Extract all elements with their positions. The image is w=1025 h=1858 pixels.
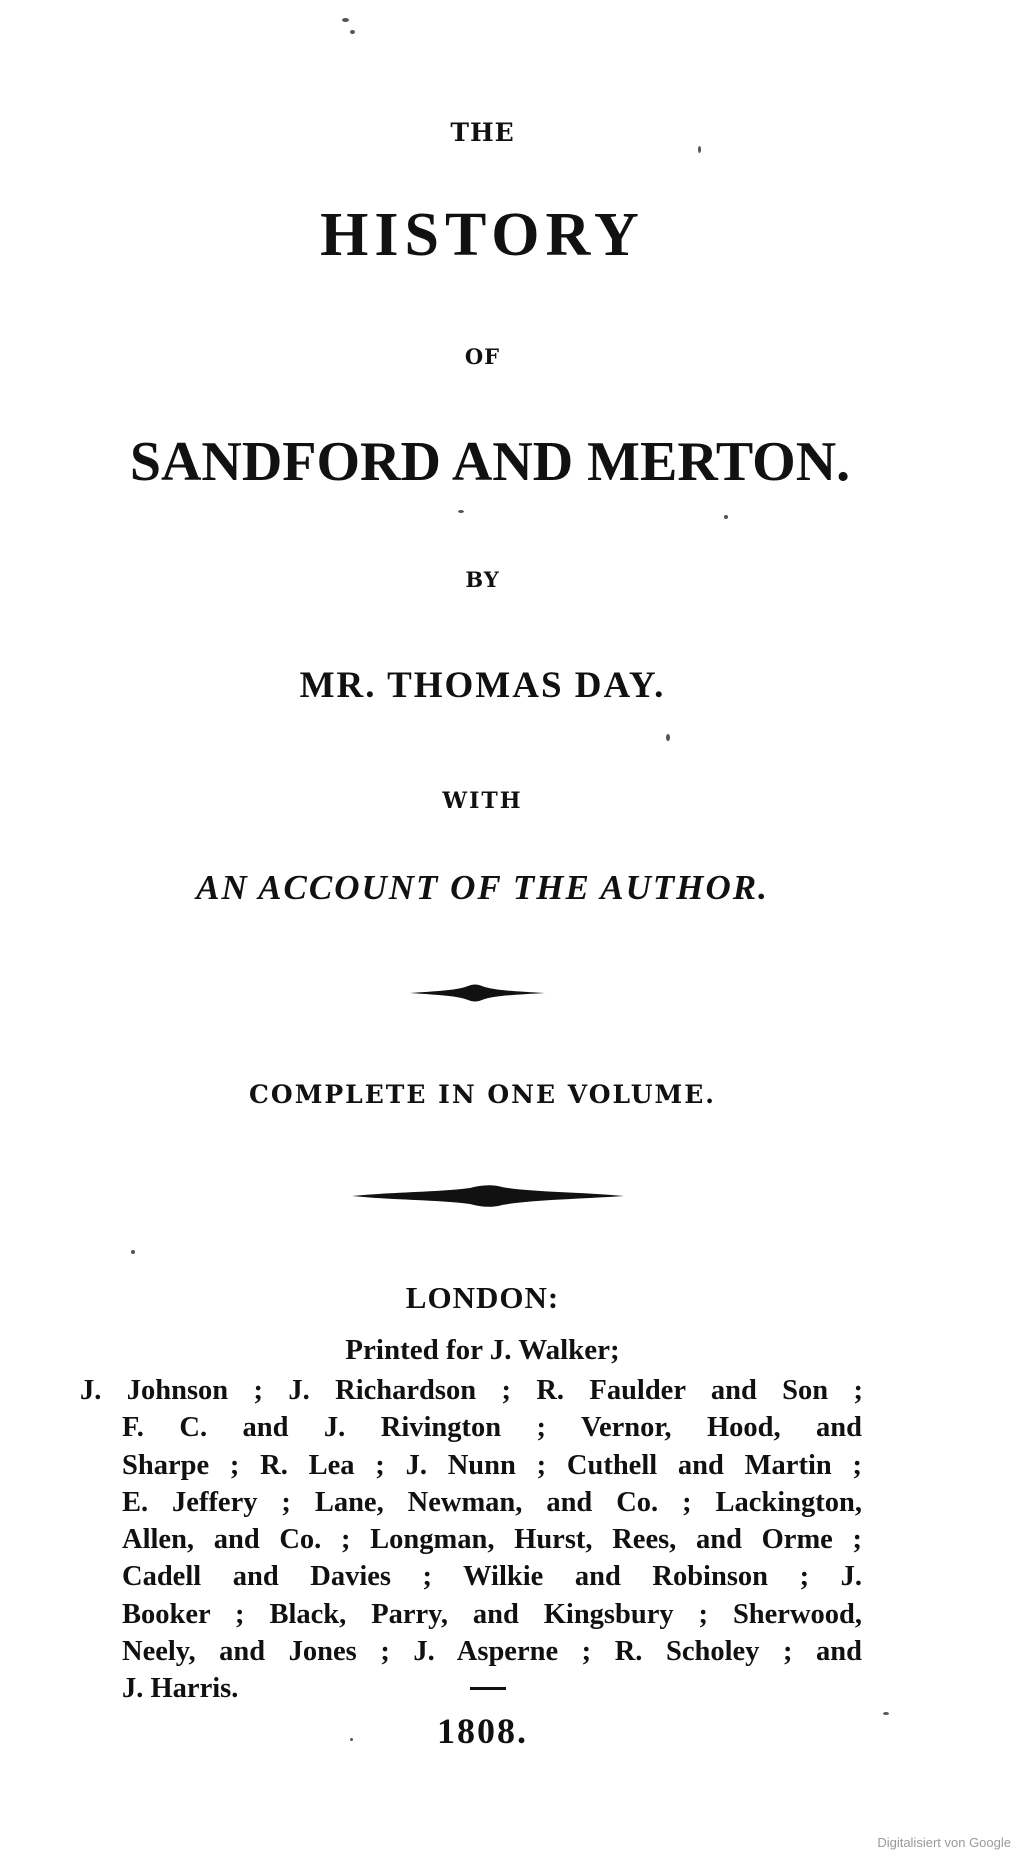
author-account: AN ACCOUNT OF THE AUTHOR.: [196, 868, 769, 907]
imprint-line: J. Johnson ; J. Richardson ; R. Faulder and Son ;: [80, 1375, 863, 1406]
scan-speck: [666, 734, 670, 741]
title-the: THE: [450, 118, 515, 147]
ornament-rule-large: [352, 1180, 624, 1212]
year-dash: [470, 1687, 506, 1690]
author-name: MR. THOMAS DAY.: [299, 665, 666, 706]
scan-speck: [458, 510, 464, 513]
imprint-line: F. C. and J. Rivington ; Vernor, Hood, and: [122, 1412, 862, 1444]
imprint-booksellers: [80, 1372, 880, 1708]
imprint-line: J. Harris.: [122, 1673, 239, 1705]
scan-speck: [350, 1738, 353, 1741]
imprint-printed-for: Printed for J. Walker;: [345, 1334, 620, 1366]
publication-year: 1808.: [437, 1711, 528, 1751]
imprint-line: Cadell and Davies ; Wilkie and Robinson ; J.: [122, 1561, 862, 1593]
title-by: BY: [465, 567, 500, 592]
imprint-line: Allen, and Co. ; Longman, Hurst, Rees, and Orme ;: [122, 1524, 862, 1556]
imprint-line: Booker ; Black, Parry, and Kingsbury ; Sherwood,: [122, 1598, 862, 1630]
title-with: WITH: [442, 788, 523, 814]
volume-note: COMPLETE IN ONE VOLUME.: [249, 1080, 716, 1109]
book-title: SANDFORD AND MERTON.: [129, 431, 851, 493]
title-history: HISTORY: [320, 201, 645, 269]
imprint-line: E. Jeffery ; Lane, Newman, and Co. ; Lackington,: [122, 1486, 862, 1518]
title-of: OF: [464, 344, 501, 369]
scan-speck: [350, 30, 355, 34]
scan-speck: [131, 1250, 135, 1254]
scan-speck: [724, 515, 728, 519]
ornament-rule-small: [410, 980, 545, 1006]
imprint-line: Sharpe ; R. Lea ; J. Nunn ; Cuthell and Martin ;: [122, 1449, 862, 1481]
imprint-line: Neely, and Jones ; J. Asperne ; R. Scholey ; and: [122, 1636, 862, 1668]
scan-speck: [883, 1712, 889, 1715]
scan-speck: [698, 146, 701, 153]
digitization-watermark: Digitalisiert von Google: [877, 1835, 1011, 1850]
scan-speck: [342, 18, 349, 22]
imprint-city: LONDON:: [405, 1280, 560, 1315]
